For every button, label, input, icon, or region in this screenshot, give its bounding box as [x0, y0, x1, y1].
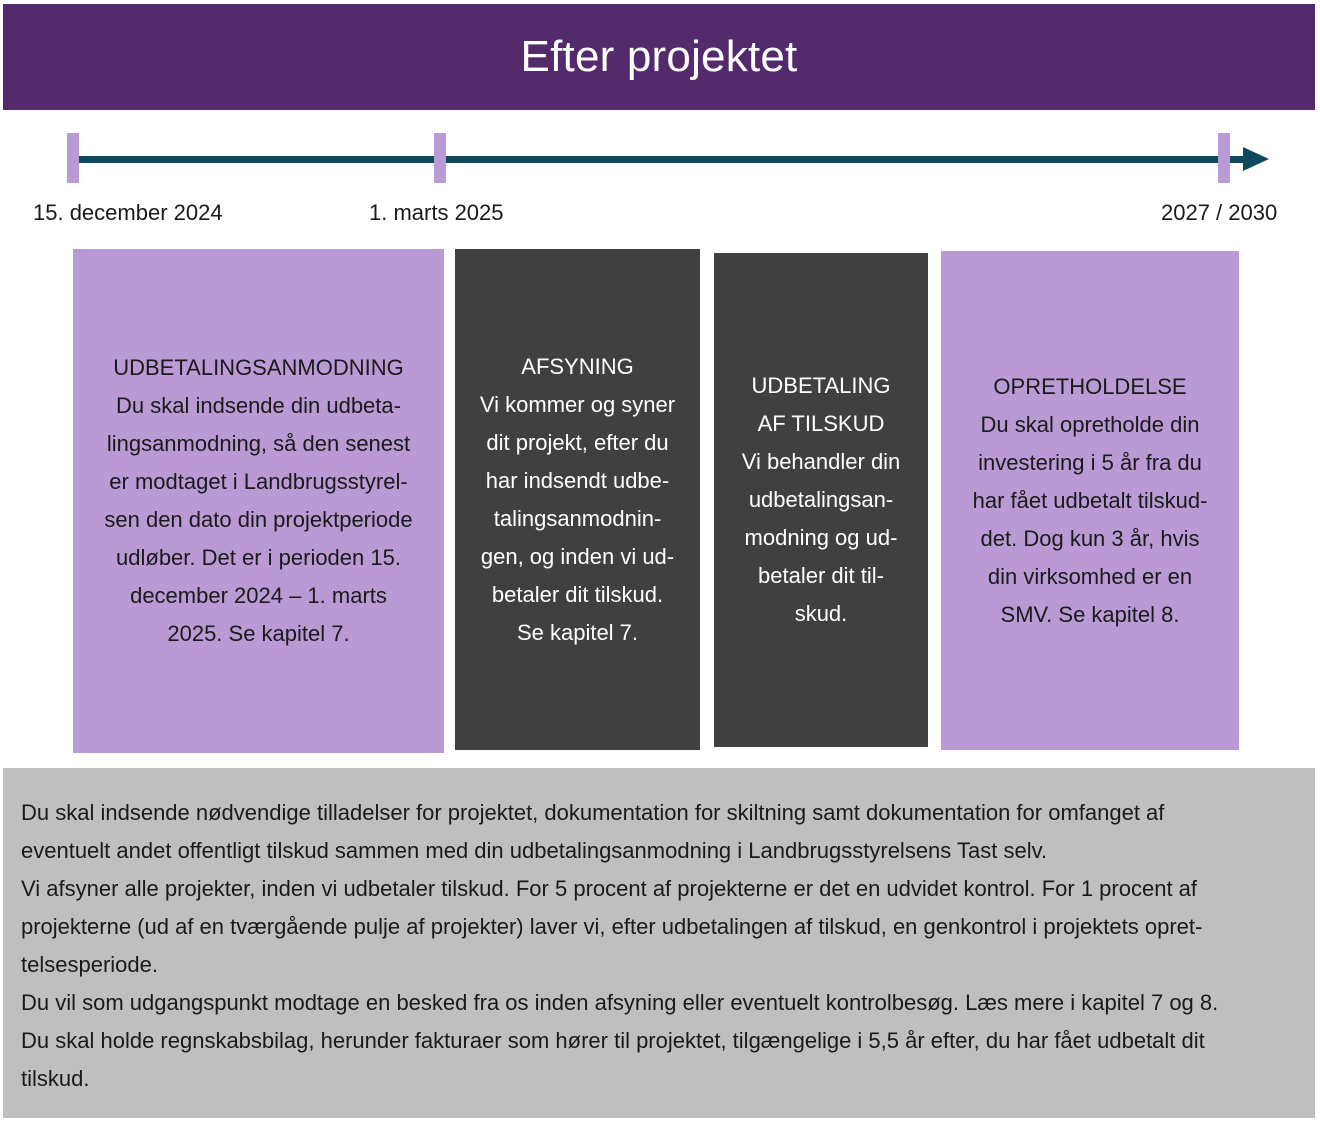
timeline-tick-end — [1218, 133, 1230, 183]
timeline-tick-middle — [434, 133, 446, 183]
page-title: Efter projektet — [520, 32, 798, 81]
phase-description: Du skal opretholde din investering i 5 år fra du har fået udbetalt tilskud- det. Dog kun 3 år, hvis din virksomhed er en SMV. Se kapitel 8. — [972, 411, 1208, 627]
timeline-date-middle: 1. marts 2025 — [369, 200, 504, 225]
timeline-date-start: 15. december 2024 — [33, 200, 223, 225]
timeline-date-end: 2027 / 2030 — [1161, 200, 1278, 225]
timeline-tick-start — [67, 133, 79, 183]
info-paragraph-notice: Du vil som udgangspunkt modtage en besked fra os inden afsyning eller eventuelt kontrolbesøg. Læs mere i kapitel 7 og 8. — [21, 990, 1219, 1015]
phase-box-opretholdelse — [941, 251, 1239, 750]
arrow-right-icon — [1243, 147, 1269, 171]
phase-box-udbetalingsanmodning — [73, 249, 444, 753]
timeline-line — [72, 156, 1247, 163]
phase-heading: OPRETHOLDELSE — [993, 373, 1187, 399]
phase-box-udbetaling-af-tilskud — [714, 253, 928, 747]
phase-heading: AFSYNING — [521, 353, 634, 379]
info-paragraph-records: Du skal holde regnskabsbilag, herunder fakturaer som hører til projektet, tilgængelige i 5,5 år efter, du har fået udbetalt dit tilskud. — [21, 1028, 1205, 1091]
phase-description: Vi behandler din udbetalingsan- modning og ud- betaler dit til- skud. — [741, 449, 901, 626]
info-paragraph-documents: Du skal indsende nødvendige tilladelser for projektet, dokumentation for skiltning samt dokumentation for omfanget af eventuelt andet offentligt tilskud sammen med din udbetalingsanmodning i Landbrugsstyrelsens Tast selv. — [21, 800, 1165, 863]
info-paragraph-inspection: Vi afsyner alle projekter, inden vi udbetaler tilskud. For 5 procent af projekterne er det en udvidet kontrol. For 1 procent af projekterne (ud af en tværgående pulje af projekter) laver vi, efter udbetalingen af tilskud, en genkontrol i projektets opret- telsesperiode. — [21, 876, 1203, 977]
phase-heading: UDBETALINGSANMODNING — [113, 355, 404, 380]
info-panel — [3, 768, 1315, 1118]
timeline — [0, 125, 1320, 195]
header-banner — [3, 4, 1315, 110]
phase-box-afsyning — [455, 249, 700, 750]
phase-description: Vi kommer og syner dit projekt, efter du har indsendt udbe- talingsanmodnin- gen, og inden vi ud- betaler dit tilskud. Se kapitel 7. — [479, 391, 676, 645]
phase-description: Du skal indsende din udbeta- lingsanmodning, så den senest er modtaget i Landbrugsstyrel- sen den dato din projektperiode udløber. Det er i perioden 15. december 2024 – 1. marts 2025. Se kapitel 7. — [104, 393, 413, 646]
phase-heading: UDBETALING AF TILSKUD — [751, 373, 891, 436]
